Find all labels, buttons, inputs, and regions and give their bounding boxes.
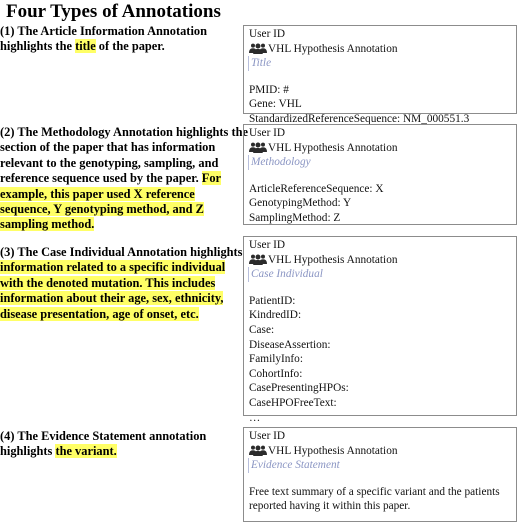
section-3-description	[0, 245, 243, 322]
section-2-desc-line-7: sampling method.	[0, 217, 95, 232]
card-subtitle: Evidence Statement	[248, 458, 511, 473]
card-field: CohortInfo:	[249, 367, 303, 380]
section-1-description	[0, 24, 207, 55]
card-field: PMID: #	[249, 83, 289, 96]
card-field: Free text summary of a specific variant and the patients	[249, 485, 500, 498]
section-4-desc-line-2: highlights the variant.	[0, 444, 117, 459]
card-field: GenotypingMethod: Y	[249, 197, 352, 210]
section-2-desc-line-1: (2) The Methodology Annotation highlights the	[0, 125, 248, 139]
section-3-desc-line-3: with the denoted mutation. This includes	[0, 275, 216, 290]
card-field: StandardizedReferenceSequence: NM_000551.3	[249, 112, 470, 125]
section-2-description	[0, 125, 248, 233]
card-subtitle: Case Individual	[248, 267, 511, 282]
card-field: ArticleReferenceSequence: X	[249, 182, 384, 195]
card-subtitle: Title	[248, 56, 511, 71]
section-2-desc-line-5: example, this paper used X reference	[0, 186, 195, 201]
card-field: CaseHPOFreeText:	[249, 396, 337, 409]
card-field: reported having it within this paper.	[249, 500, 411, 513]
case-individual-card	[243, 236, 517, 424]
methodology-card	[243, 124, 517, 225]
card-field: DiseaseAssertion:	[249, 338, 331, 351]
section-3-desc-line-2: information related to a specific individual	[0, 260, 226, 275]
section-3-desc-line-5: disease presentation, age of onset, etc.	[0, 306, 199, 321]
users-icon	[249, 142, 267, 153]
card-field: Gene: VHL	[249, 98, 302, 111]
card-annotation-name-line	[249, 141, 511, 156]
users-icon	[249, 254, 267, 265]
card-annotation-name: VHL Hypothesis Annotation	[268, 444, 398, 457]
highlighted-variant: the variant.	[55, 444, 117, 459]
card-annotation-name-line	[249, 444, 511, 459]
card-user-id: User ID	[249, 28, 286, 40]
card-field: CasePresentingHPOs:	[249, 382, 349, 395]
card-field: KindredID:	[249, 309, 302, 322]
card-field: PatientID:	[249, 294, 296, 307]
section-1-desc-line-2: highlights the title of the paper.	[0, 39, 165, 54]
card-annotation-name: VHL Hypothesis Annotation	[268, 253, 398, 266]
section-2-desc-line-3: relevant to the genotyping, sampling, and	[0, 155, 219, 170]
card-user-id: User ID	[249, 239, 286, 251]
section-3-desc-line-4: information about their age, sex, ethnicity,	[0, 291, 224, 306]
card-field: SamplingMethod: Z	[249, 211, 341, 224]
section-2-desc-line-4: reference sequence used by the paper. For	[0, 171, 222, 186]
section-1-desc-line-1: (1) The Article Information Annotation	[0, 24, 207, 38]
article-information-card	[243, 25, 517, 125]
figure-title: Four Types of Annotations	[6, 1, 221, 22]
users-icon	[249, 43, 267, 54]
card-field: FamilyInfo:	[249, 353, 303, 366]
highlighted-title: title	[75, 39, 96, 54]
card-annotation-name-line	[249, 253, 511, 268]
card-field: …	[249, 411, 261, 424]
card-annotation-name-line	[249, 42, 511, 57]
card-user-id: User ID	[249, 430, 286, 442]
card-user-id: User ID	[249, 127, 286, 139]
section-2-desc-line-6: sequence, Y genotyping method, and Z	[0, 202, 204, 217]
evidence-statement-card	[243, 427, 517, 522]
section-4-desc-line-1: (4) The Evidence Statement annotation	[0, 429, 207, 443]
card-field: Case:	[249, 323, 275, 336]
card-subtitle: Methodology	[248, 155, 511, 170]
section-3-desc-line-1: (3) The Case Individual Annotation highlights	[0, 245, 243, 259]
section-4-description	[0, 429, 206, 460]
card-annotation-name: VHL Hypothesis Annotation	[268, 42, 398, 55]
section-2-desc-line-2: section of the paper that has information	[0, 140, 216, 155]
card-annotation-name: VHL Hypothesis Annotation	[268, 141, 398, 154]
users-icon	[249, 445, 267, 456]
